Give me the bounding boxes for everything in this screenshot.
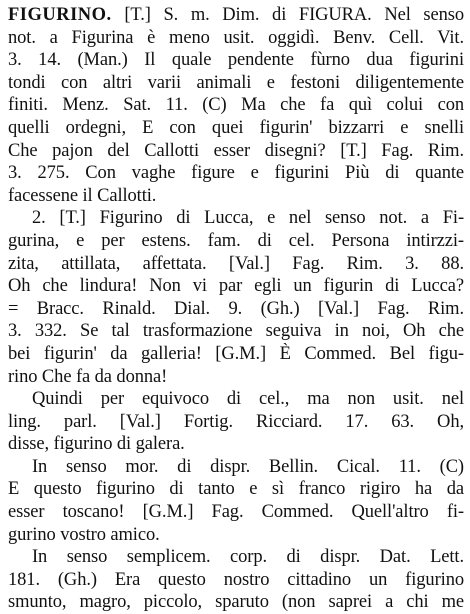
entry-line-9: facessene il Callotti.	[8, 185, 157, 206]
sense-2-line-2: gurina, e per estens. fam. di cel. Persona intirzzi-	[8, 230, 464, 251]
sense-2-line-1: 2. [T.] Figurino di Lucca, e nel senso not. a Fi-	[32, 208, 464, 229]
entry-line-2: not. a Figurina è meno usit. oggidì. Benv. Cell. Vit.	[8, 27, 464, 48]
entry-line-4: tondi con altri varii animali e festoni diligentemente	[8, 72, 464, 93]
sense-2-line-8: rino Che fa da donna!	[8, 366, 168, 387]
sense-2-line-3: zita, attillata, affettata. [Val.] Fag. Rim. 3. 88.	[8, 253, 464, 274]
senso-semplicem-line-3: smunto, magro, piccolo, sparuto (non saprei a chi me	[8, 592, 464, 613]
entry-line-6: quelli ordegni, E con quei figurin' bizzarri e snelli	[8, 117, 464, 138]
senso-mor-line-2: E questo figurino di tanto e sì franco rigiro ha da	[8, 479, 464, 500]
senso-mor-line-3: esser toscano! [G.M.] Fag. Commed. Quell'altro fi-	[8, 502, 464, 523]
entry-line-8: 3. 275. Con vaghe figure e figurini Più di quante	[8, 163, 464, 184]
senso-semplicem-line-1: In senso semplicem. corp. di dispr. Dat. Lett.	[32, 547, 464, 568]
senso-semplicem-line-2: 181. (Gh.) Era questo nostro cittadino un figurino	[8, 569, 464, 590]
headword: FIGURINO.	[8, 5, 112, 25]
sense-2-line-7: bei figurin' da galleria! [G.M.] È Commed. Bel figu-	[8, 343, 464, 364]
equivoco-line-3: disse, figurino di galera.	[8, 434, 185, 455]
sense-2-line-4: Oh che lindura! Non vi par egli un figurin di Lucca?	[8, 276, 464, 297]
equivoco-line-2: ling. parl. [Val.] Fortig. Ricciard. 17. 63. Oh,	[8, 411, 464, 432]
entry-line-1-text: [T.] S. m. Dim. di FIGURA. Nel senso	[111, 5, 464, 25]
senso-mor-line-4: gurino vostro amico.	[8, 524, 160, 545]
sense-2-line-6: 3. 332. Se tal trasformazione seguiva in noi, Oh che	[8, 321, 464, 342]
sense-2-line-5: = Bracc. Rinald. Dial. 9. (Gh.) [Val.] Fag. Rim.	[8, 298, 464, 319]
equivoco-line-1: Quindi per equivoco di cel., ma non usit. nel	[32, 389, 464, 410]
entry-line-1	[8, 4, 464, 27]
entry-line-5: finiti. Menz. Sat. 11. (C) Ma che fa quì colui con	[8, 95, 464, 116]
entry-line-3: 3. 14. (Man.) Il quale pendente fùrno dua figurini	[8, 50, 464, 71]
entry-line-7: Che pajon del Callotti esser disegni? [T.] Fag. Rim.	[8, 140, 464, 161]
senso-mor-line-1: In senso mor. di dispr. Bellin. Cical. 11. (C)	[32, 456, 464, 477]
